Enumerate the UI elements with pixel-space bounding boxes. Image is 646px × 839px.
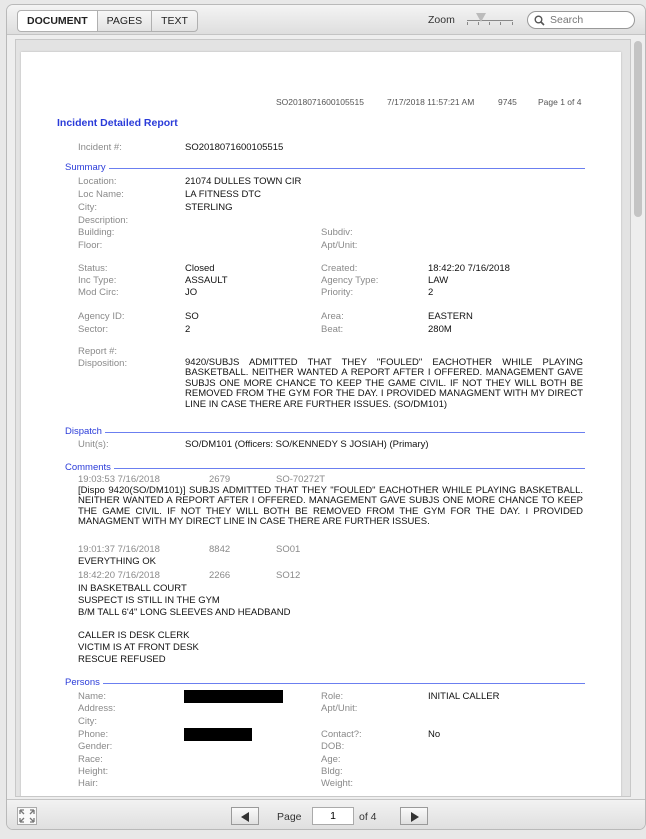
area-value: EASTERN <box>428 311 473 322</box>
person-contact-value: No <box>428 729 441 740</box>
page-count-label: of 4 <box>359 811 377 823</box>
page-label: Page <box>277 811 302 823</box>
persons-divider <box>65 683 585 684</box>
zoom-slider[interactable] <box>467 13 513 27</box>
tab-text[interactable]: TEXT <box>151 10 198 32</box>
disposition-label: Disposition: <box>78 358 128 369</box>
beat-label: Beat: <box>321 324 344 335</box>
subdiv-label: Subdiv: <box>321 227 353 238</box>
created-value: 18:42:20 7/16/2018 <box>428 263 510 274</box>
person-address-label: Address: <box>78 703 116 714</box>
building-label: Building: <box>78 227 115 238</box>
person-contact-label: Contact?: <box>321 729 362 740</box>
loc-name-label: Loc Name: <box>78 189 124 200</box>
incident-value: SO2018071600105515 <box>185 142 284 153</box>
description-label: Description: <box>78 215 129 226</box>
created-label: Created: <box>321 263 358 274</box>
comment-code: 2266 <box>209 570 231 581</box>
header-code: 9745 <box>498 97 517 107</box>
comment-code: 8842 <box>209 544 231 555</box>
comments-divider <box>65 468 585 469</box>
sector-value: 2 <box>185 324 191 335</box>
dispatch-divider <box>65 432 585 433</box>
person-role-value: INITIAL CALLER <box>428 691 500 702</box>
person-apt-label: Apt/Unit: <box>321 703 358 714</box>
priority-label: Priority: <box>321 287 354 298</box>
units-value: SO/DM101 (Officers: SO/KENNEDY S JOSIAH) (Primary) <box>185 439 429 450</box>
zoom-slider-thumb[interactable] <box>476 13 486 22</box>
top-toolbar <box>7 5 645 35</box>
mod-circ-label: Mod Circ: <box>78 287 119 298</box>
location-label: Location: <box>78 176 117 187</box>
city-label: City: <box>78 202 97 213</box>
zoom-tick <box>478 22 479 25</box>
city-value: STERLING <box>185 202 233 213</box>
view-tabs <box>17 10 197 32</box>
person-city-label: City: <box>78 716 97 727</box>
fullscreen-button[interactable] <box>17 807 37 825</box>
comment-text: EVERYTHING OK <box>78 556 156 567</box>
arrow-right-icon <box>411 812 419 822</box>
location-value: 21074 DULLES TOWN CIR <box>185 176 302 187</box>
comment-unit: SO12 <box>276 570 301 581</box>
inc-type-label: Inc Type: <box>78 275 117 286</box>
person-name-label: Name: <box>78 691 106 702</box>
header-page-of: Page 1 of 4 <box>538 97 582 107</box>
person-height-label: Height: <box>78 766 109 777</box>
loc-name-value: LA FITNESS DTC <box>185 189 262 200</box>
sector-label: Sector: <box>78 324 109 335</box>
person-hair-label: Hair: <box>78 778 99 789</box>
beat-value: 280M <box>428 324 452 335</box>
search-input[interactable] <box>548 13 628 27</box>
search-icon <box>534 15 545 26</box>
comment-text: [Dispo 9420(SO/DM101)] SUBJS ADMITTED THAT THEY "FOULED" EACHOTHER WHILE PLAYING BASKETBALL. NEITHER WANTED A REPORT AFTER I OFFERED. MANAGEMENT GAVE SUBJS ONE MORE CHANCE TO KEEP THE GAME CIVIL. IF NOT THEY WILL BOTH BE REMOVED FROM THE GYM FOR THE DAY. I PROVIDED MANAGMENT WITH MY DIRECT LINE IN CASE THERE ARE FURTHER ISSUES. <box>78 485 583 528</box>
incident-label: Incident #: <box>78 142 122 153</box>
apt-unit-label: Apt/Unit: <box>321 240 358 251</box>
zoom-tick <box>500 22 501 25</box>
agency-type-value: LAW <box>428 275 449 286</box>
comment-line: B/M TALL 6'4" LONG SLEEVES AND HEADBAND <box>78 607 291 618</box>
zoom-slider-track <box>467 20 513 21</box>
search-box[interactable] <box>527 11 635 29</box>
comment-time: 19:01:37 7/16/2018 <box>78 544 160 555</box>
comments-title: Comments <box>65 462 114 473</box>
zoom-label: Zoom <box>428 14 455 26</box>
comment-line: CALLER IS DESK CLERK <box>78 630 190 641</box>
expand-icon <box>18 808 36 824</box>
tab-pages[interactable]: PAGES <box>97 10 152 32</box>
disposition-text: 9420/SUBJS ADMITTED THAT THEY "FOULED" EACHOTHER WHILE PLAYING BASKETBALL. NEITHER WANTED A REPORT AFTER I OFFERED. MANAGEMENT GAVE SUBJS ONE MORE CHANCE TO KEEP THE GAME CIVIL. IF NOT THEY WILL BOTH BE REMOVED FROM THE GYM FOR THE DAY. I PROVIDED MANAGMENT WITH MY DIRECT LINE IN CASE THERE ARE FURTHER ISSUES. (SO/DM101) <box>185 357 583 410</box>
previous-page-button[interactable] <box>231 807 259 825</box>
units-label: Unit(s): <box>78 439 109 450</box>
priority-value: 2 <box>428 287 434 298</box>
status-label: Status: <box>78 263 108 274</box>
document-viewer <box>6 4 646 830</box>
redaction-bar <box>184 728 252 741</box>
header-datetime: 7/17/2018 11:57:21 AM <box>387 97 475 107</box>
vertical-scrollbar[interactable] <box>633 39 643 797</box>
dispatch-title: Dispatch <box>65 426 105 437</box>
person-weight-label: Weight: <box>321 778 354 789</box>
person-dob-label: DOB: <box>321 741 345 752</box>
comment-time: 18:42:20 7/16/2018 <box>78 570 160 581</box>
arrow-left-icon <box>241 812 249 822</box>
persons-title: Persons <box>65 677 103 688</box>
header-incident-id: SO2018071600105515 <box>276 97 364 107</box>
zoom-tick <box>467 22 468 25</box>
person-phone-label: Phone: <box>78 729 109 740</box>
scrollbar-thumb[interactable] <box>634 41 642 217</box>
person-race-label: Race: <box>78 754 103 765</box>
mod-circ-value: JO <box>185 287 198 298</box>
person-role-label: Role: <box>321 691 344 702</box>
agency-id-label: Agency ID: <box>78 311 125 322</box>
status-value: Closed <box>185 263 215 274</box>
next-page-button[interactable] <box>400 807 428 825</box>
page-number-input[interactable] <box>312 807 354 825</box>
document-viewport[interactable] <box>15 39 631 797</box>
bottom-toolbar <box>7 799 645 830</box>
tab-document[interactable]: DOCUMENT <box>17 10 98 32</box>
redaction-bar <box>184 690 283 703</box>
comment-unit: SO-70272T <box>276 474 326 485</box>
comment-line: IN BASKETBALL COURT <box>78 583 187 594</box>
agency-type-label: Agency Type: <box>321 275 379 286</box>
comment-unit: SO01 <box>276 544 301 555</box>
report-title: Incident Detailed Report <box>57 117 178 129</box>
area-label: Area: <box>321 311 344 322</box>
floor-label: Floor: <box>78 240 103 251</box>
summary-title: Summary <box>65 162 109 173</box>
report-number-label: Report #: <box>78 346 118 357</box>
comment-line: VICTIM IS AT FRONT DESK <box>78 642 199 653</box>
comment-line: SUSPECT IS STILL IN THE GYM <box>78 595 220 606</box>
agency-id-value: SO <box>185 311 199 322</box>
zoom-tick <box>512 22 513 25</box>
zoom-tick <box>489 22 490 25</box>
person-bldg-label: Bldg: <box>321 766 343 777</box>
document-page <box>21 52 621 797</box>
person-age-label: Age: <box>321 754 341 765</box>
person-gender-label: Gender: <box>78 741 113 752</box>
comment-code: 2679 <box>209 474 231 485</box>
inc-type-value: ASSAULT <box>185 275 228 286</box>
comment-line: RESCUE REFUSED <box>78 654 166 665</box>
comment-time: 19:03:53 7/16/2018 <box>78 474 160 485</box>
summary-divider <box>65 168 585 169</box>
